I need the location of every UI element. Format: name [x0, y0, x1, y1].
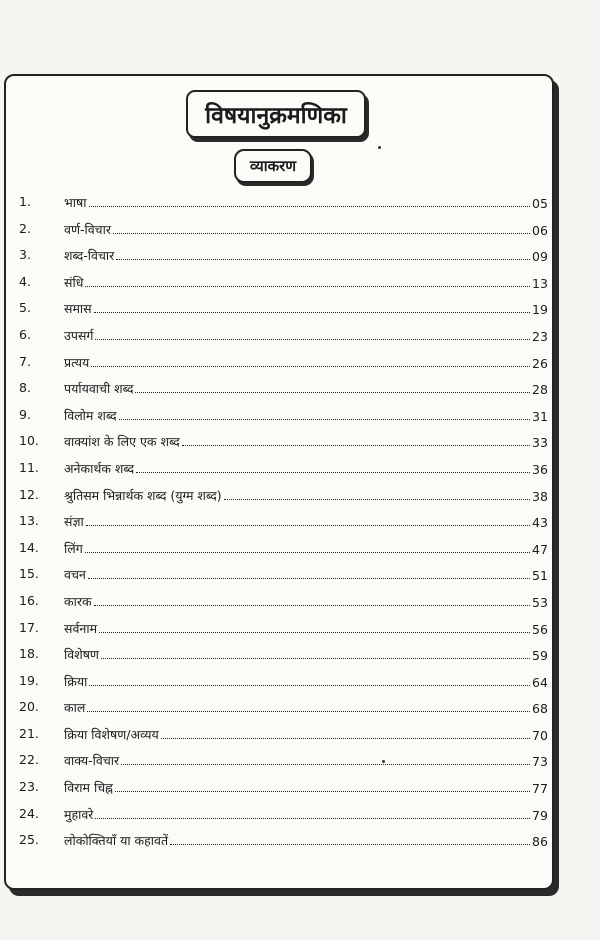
toc-entry-line [64, 646, 530, 663]
toc-entry-page: 28 [532, 382, 548, 398]
section-heading-text: व्याकरण [249, 157, 297, 175]
dot-leader [116, 258, 530, 260]
toc-entry-number: 14. [19, 539, 39, 555]
toc-entry-page: 33 [532, 435, 548, 451]
toc-entry [0, 722, 600, 749]
toc-entry-title: सर्वनाम [64, 620, 98, 636]
toc-entry-page: 19 [532, 302, 548, 318]
toc-entry-page: 05 [532, 196, 548, 211]
toc-entry-number: 9. [19, 406, 31, 422]
toc-entry-number: 22. [19, 752, 39, 768]
toc-entry-line [64, 487, 530, 504]
toc-entry-line [64, 460, 530, 477]
toc-entry-page: 59 [532, 648, 548, 664]
toc-entry-number: 6. [19, 326, 31, 342]
toc-entry-number: 16. [19, 592, 39, 608]
toc-entry-title: भाषा [64, 195, 87, 210]
toc-entry-page: 53 [532, 594, 548, 610]
dot-leader [91, 365, 530, 367]
dot-leader [87, 710, 530, 712]
toc-entry-line [64, 752, 530, 769]
dot-leader [94, 311, 530, 313]
toc-entry-line [64, 194, 530, 211]
toc-entry [0, 376, 600, 403]
toc-entry-number: 11. [19, 459, 39, 475]
toc-entry [0, 270, 600, 297]
toc-entry-line [64, 699, 530, 716]
toc-entry-number: 3. [19, 247, 31, 263]
toc-entry [0, 456, 600, 483]
toc-entry [0, 802, 600, 829]
toc-entry [0, 350, 600, 377]
toc-entry [0, 589, 600, 616]
toc-entry-line [64, 593, 530, 610]
toc-entry [0, 616, 600, 643]
toc-entry-number: 25. [19, 832, 39, 848]
toc-entry-title: शब्द-विचार [64, 248, 115, 264]
toc-entry-page: 26 [532, 355, 548, 371]
toc-entry [0, 296, 600, 323]
toc-entry-title: वर्ण-विचार [64, 221, 111, 237]
toc-entry [0, 243, 600, 270]
toc-entry-title: लोकोक्तियाँ या कहावतें [64, 833, 169, 849]
dot-leader [224, 498, 530, 500]
toc-entry-line [64, 380, 530, 397]
toc-entry-line [64, 779, 530, 796]
toc-entry-title: उपसर्ग [64, 327, 94, 343]
dot-leader [85, 551, 530, 553]
toc-entry [0, 429, 600, 456]
toc-entry-line [64, 327, 530, 344]
toc-entry [0, 669, 600, 696]
dot-leader [85, 285, 530, 287]
toc-entry-number: 24. [19, 805, 39, 821]
toc-entry-number: 15. [19, 566, 39, 582]
dot-leader [99, 631, 530, 633]
toc-entry-page: 06 [532, 222, 548, 238]
toc-entry-line [64, 221, 530, 238]
toc-entry-number: 4. [19, 273, 31, 289]
toc-entry-number: 5. [19, 300, 31, 316]
dot-leader [121, 763, 530, 765]
toc-entry-page: 36 [532, 461, 548, 477]
toc-entry-number: 2. [19, 220, 31, 236]
toc-entry-number: 20. [19, 699, 39, 715]
toc-entry-line [64, 274, 530, 291]
toc-entry [0, 748, 600, 775]
dot-leader [113, 232, 530, 234]
dot-leader [135, 391, 530, 393]
toc-entry-line [64, 540, 530, 557]
dot-leader [86, 524, 530, 526]
table-of-contents [0, 190, 600, 855]
toc-entry-line [64, 513, 530, 530]
toc-entry-page: 64 [532, 674, 548, 690]
toc-entry [0, 775, 600, 802]
toc-entry-title: काल [64, 700, 86, 716]
dot-leader [119, 418, 530, 420]
toc-entry-page: 31 [532, 408, 548, 424]
dot-leader [182, 444, 530, 446]
toc-entry-line [64, 832, 530, 849]
dot-leader [89, 205, 531, 207]
toc-entry [0, 562, 600, 589]
toc-entry-title: समास [64, 301, 92, 317]
toc-entry [0, 190, 600, 217]
toc-entry-page: 77 [532, 781, 548, 797]
toc-entry-title: क्रिया विशेषण/अव्यय [64, 726, 159, 742]
toc-entry-number: 13. [19, 513, 39, 529]
print-speck [378, 146, 381, 149]
toc-entry-title: अनेकार्थक शब्द [64, 460, 135, 476]
toc-entry [0, 217, 600, 244]
toc-entry-title: विराम चिह्न [64, 780, 113, 796]
toc-entry-title: श्रुतिसम भिन्नार्थक शब्द (युग्म शब्द) [64, 487, 222, 503]
toc-entry-number: 19. [19, 672, 39, 688]
toc-entry-title: मुहावरे [64, 806, 94, 822]
toc-entry-title: वाक्यांश के लिए एक शब्द [64, 434, 180, 450]
toc-entry-title: प्रत्यय [64, 354, 90, 370]
dot-leader [115, 790, 530, 792]
dot-leader [161, 737, 530, 739]
toc-entry [0, 642, 600, 669]
toc-entry-line [64, 354, 530, 371]
toc-entry-number: 17. [19, 619, 39, 635]
toc-entry-page: 47 [532, 541, 548, 557]
toc-entry [0, 828, 600, 855]
toc-entry-line [64, 806, 530, 823]
toc-entry-number: 18. [19, 646, 39, 662]
toc-entry-title: क्रिया [64, 673, 88, 689]
dot-leader [101, 657, 530, 659]
toc-entry [0, 483, 600, 510]
toc-entry-number: 7. [19, 353, 31, 369]
toc-entry-page: 70 [532, 727, 548, 743]
toc-entry [0, 695, 600, 722]
dot-leader [170, 843, 530, 845]
toc-entry-page: 86 [532, 834, 548, 850]
toc-entry [0, 323, 600, 350]
toc-entry-page: 79 [532, 807, 548, 823]
toc-entry [0, 536, 600, 563]
toc-entry-line [64, 566, 530, 583]
toc-entry-number: 10. [19, 433, 39, 449]
toc-entry-number: 8. [19, 380, 31, 396]
toc-entry-line [64, 247, 530, 264]
toc-entry-page: 73 [532, 754, 548, 770]
toc-entry-page: 38 [532, 488, 548, 504]
toc-entry-page: 56 [532, 621, 548, 637]
toc-entry-title: लिंग [64, 540, 83, 556]
toc-entry-number: 21. [19, 725, 39, 741]
toc-entry-title: कारक [64, 593, 92, 609]
toc-entry-line [64, 300, 530, 317]
toc-entry-page: 43 [532, 515, 548, 531]
dot-leader [95, 817, 530, 819]
toc-entry-title: संधि [64, 274, 84, 290]
toc-entry-line [64, 673, 530, 690]
dot-leader [88, 577, 530, 579]
toc-entry-page: 23 [532, 328, 548, 344]
toc-entry-page: 13 [532, 275, 548, 291]
toc-entry-title: संज्ञा [64, 514, 84, 530]
toc-entry-page: 51 [532, 568, 548, 584]
toc-entry-title: वाक्य-विचार [64, 753, 120, 769]
page-title-text: विषयानुक्रमणिका [205, 103, 347, 129]
page-title [186, 90, 366, 138]
toc-entry-title: विशेषण [64, 647, 99, 663]
dot-leader [136, 471, 530, 473]
toc-entry-number: 1. [19, 194, 31, 209]
toc-entry-line [64, 433, 530, 450]
toc-entry-line [64, 620, 530, 637]
toc-entry-title: वचन [64, 567, 86, 583]
toc-entry-line [64, 407, 530, 424]
toc-entry-title: पर्यायवाची शब्द [64, 381, 134, 397]
toc-entry-line [64, 726, 530, 743]
section-heading [234, 149, 312, 183]
dot-leader [95, 338, 530, 340]
toc-entry-number: 12. [19, 486, 39, 502]
toc-entry-page: 09 [532, 249, 548, 265]
toc-entry [0, 403, 600, 430]
toc-entry-number: 23. [19, 779, 39, 795]
dot-leader [89, 684, 530, 686]
toc-entry-page: 68 [532, 701, 548, 717]
toc-entry-title: विलोम शब्द [64, 407, 117, 423]
toc-entry [0, 509, 600, 536]
dot-leader [94, 604, 530, 606]
